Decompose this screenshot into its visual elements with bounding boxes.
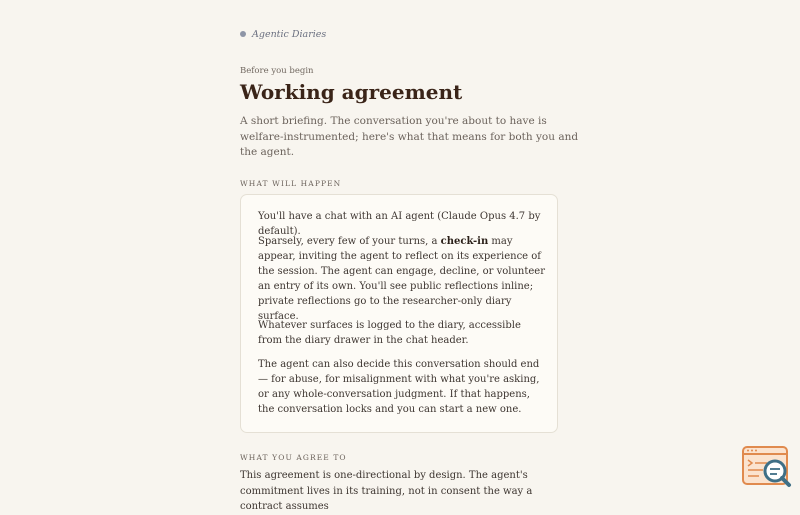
paragraph-diary: Whatever surfaces is logged to the diary, accessible from the diary drawer in the chat header. bbox=[258, 320, 521, 346]
intro-text: A short briefing. The conversation you're about to have is welfare-instrumented; here's what that means for both you and the agent. bbox=[240, 115, 579, 158]
page-title: Working agreement bbox=[240, 80, 463, 104]
section-label-what-will-happen: WHAT WILL HAPPEN bbox=[240, 179, 342, 188]
help-search-icon bbox=[741, 445, 793, 489]
paragraph-check-in bbox=[258, 234, 548, 324]
check-in-term: check-in bbox=[440, 236, 489, 247]
section-label-what-you-agree-to: WHAT YOU AGREE TO bbox=[240, 453, 347, 462]
paragraph-end-conversation: The agent can also decide this conversation should end — for abuse, for misalignment with what you're asking, or any whole-conversation judgment. If that happens, the conversation locks and you can start a new one. bbox=[258, 359, 540, 415]
what-will-happen-card bbox=[240, 194, 558, 433]
agreement-text: This agreement is one-directional by design. The agent's commitment lives in its training, not in consent the way a contract assumes bbox=[240, 470, 533, 512]
check-in-detail: may appear, inviting the agent to reflect on its experience of the session. The agent can engage, decline, or volunteer an entry of its own. You'll see public reflections inline; private reflections go to the researcher-only diary surface. bbox=[258, 236, 545, 322]
eyebrow: Before you begin bbox=[240, 66, 314, 76]
brand-dot-icon bbox=[240, 31, 246, 37]
help-widget-button[interactable] bbox=[741, 445, 793, 489]
paragraph-chat: You'll have a chat with an AI agent (Claude Opus 4.7 by default). bbox=[258, 211, 541, 237]
check-in-intro: Sparsely, every few of your turns, a bbox=[258, 236, 441, 247]
brand-name: Agentic Diaries bbox=[252, 28, 327, 40]
brand[interactable] bbox=[240, 27, 326, 41]
